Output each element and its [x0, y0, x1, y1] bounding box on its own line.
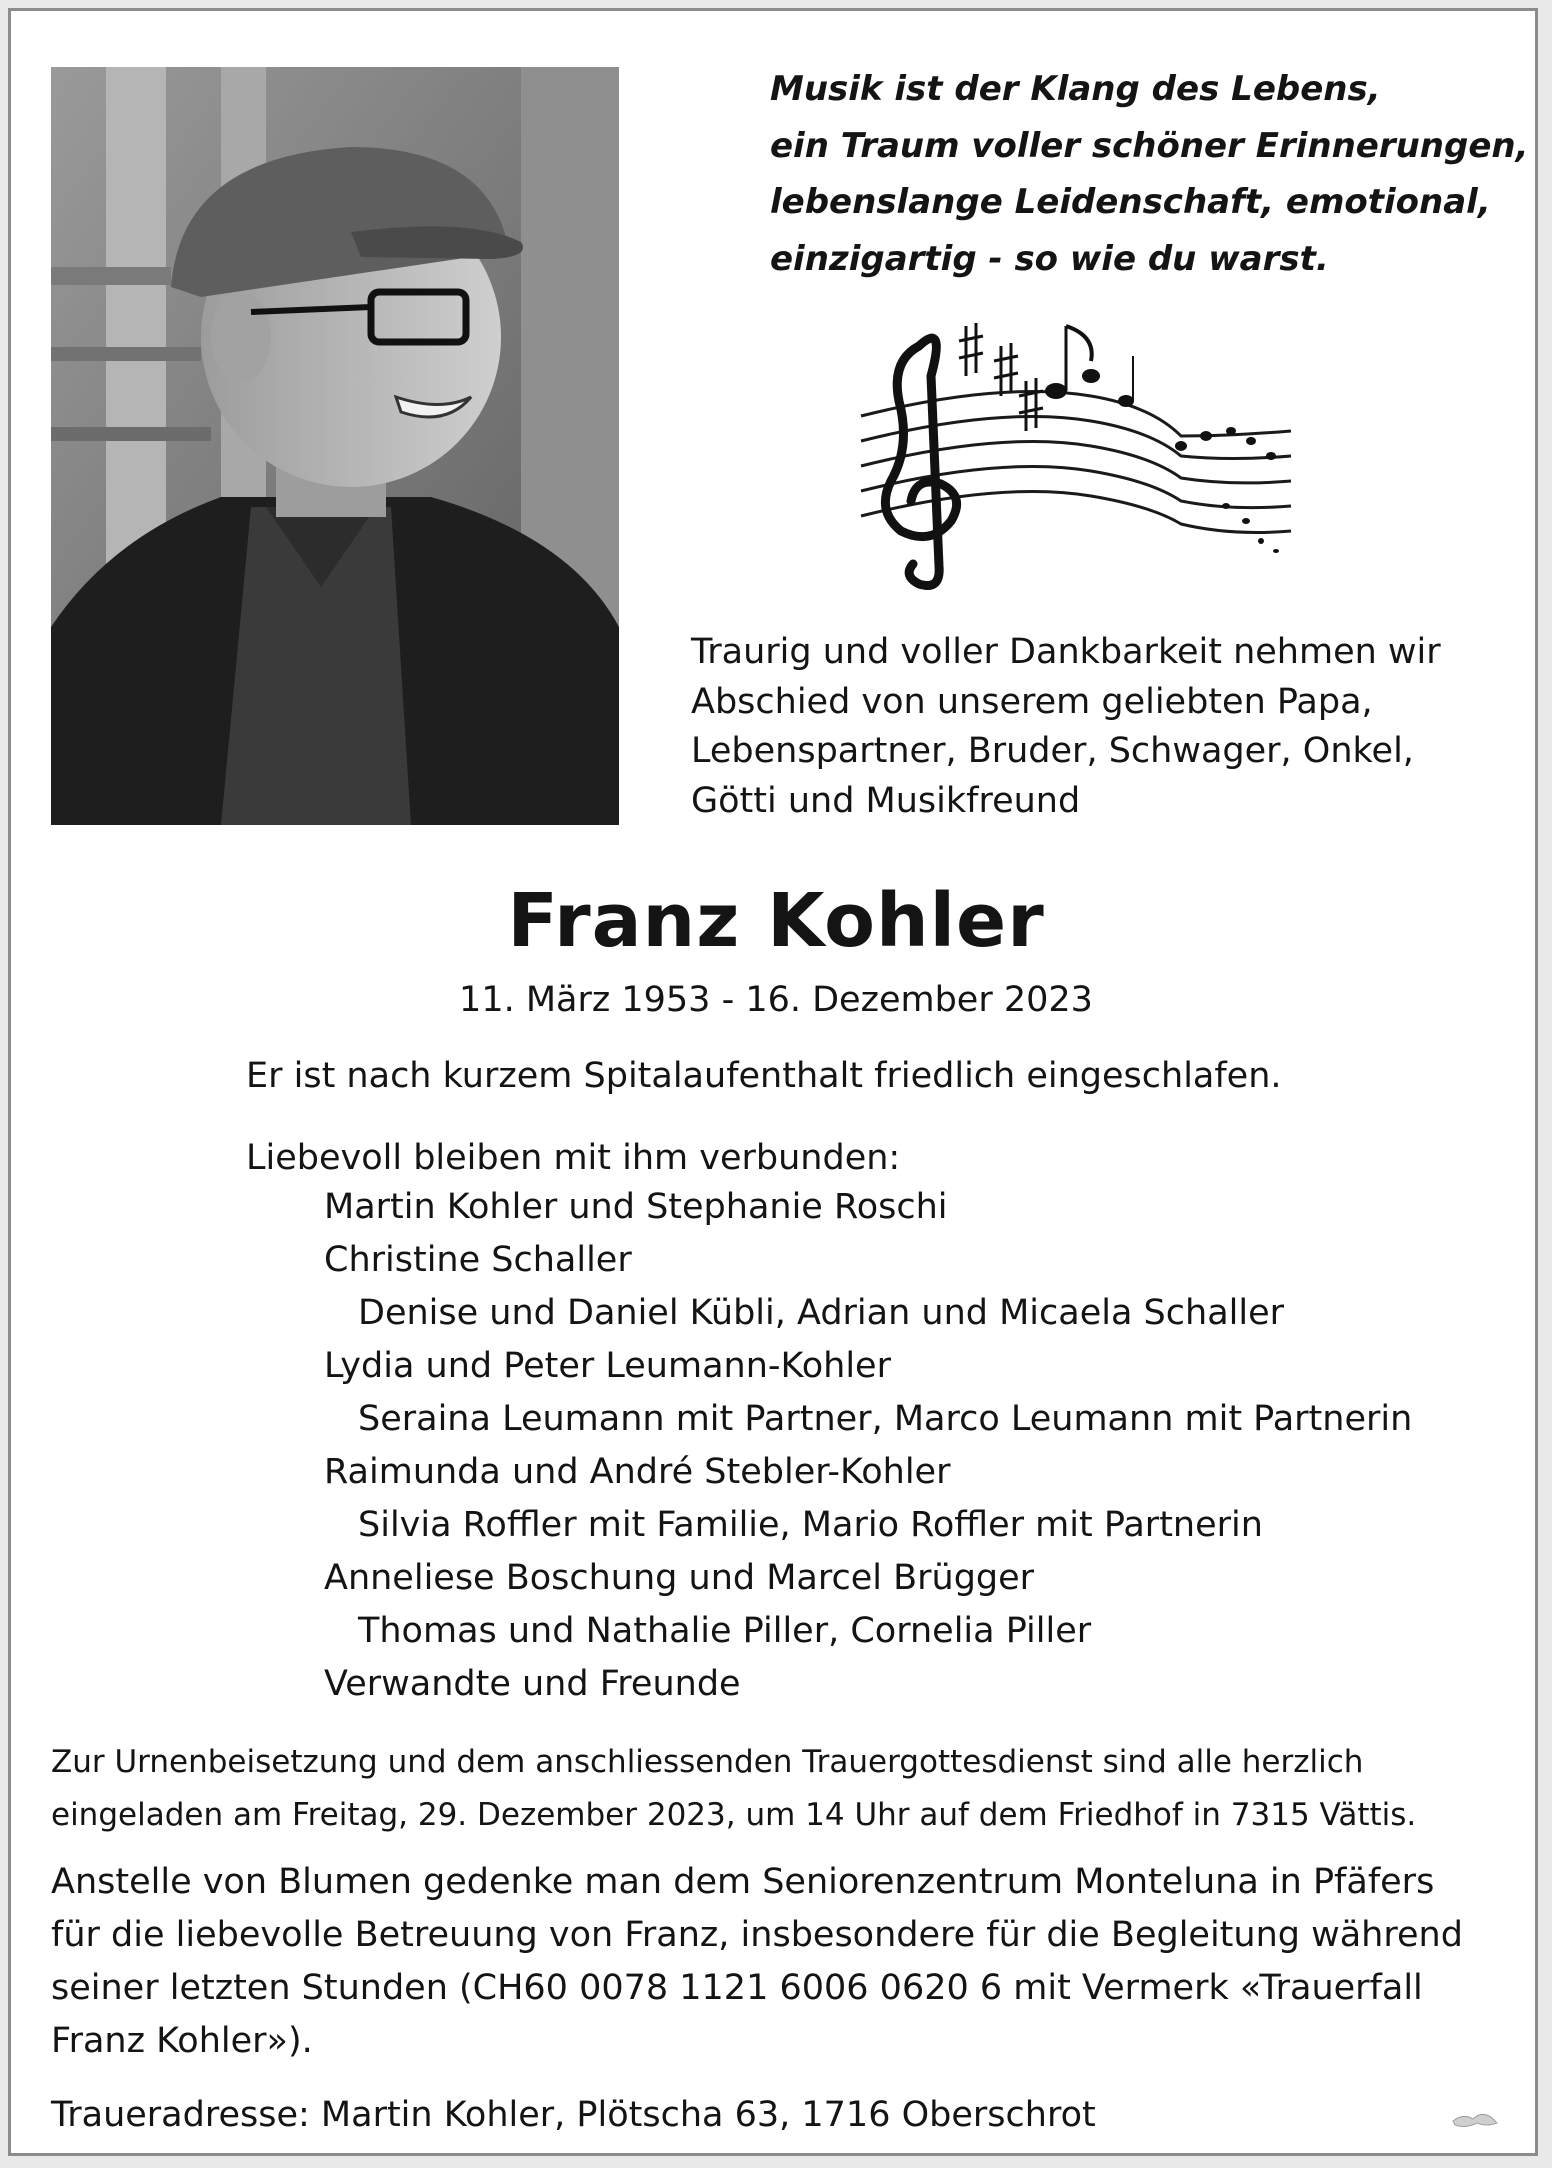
- motto-line: Musik ist der Klang des Lebens,: [770, 69, 1381, 109]
- mourner-entry: Silvia Roffler mit Familie, Mario Roffler mit Partnerin: [358, 1505, 1263, 1545]
- music-graphic: [851, 306, 1311, 591]
- motto-line: ein Traum voller schöner Erinnerungen,: [770, 125, 1529, 166]
- obituary-card: [8, 8, 1538, 2156]
- donation-line: Anstelle von Blumen gedenke man dem Seniorenzentrum Monteluna in Pfäfers: [51, 1862, 1435, 1902]
- mourner-entry: Seraina Leumann mit Partner, Marco Leumann mit Partnerin: [358, 1399, 1413, 1439]
- donation-line: seiner letzten Stunden (CH60 0078 1121 6006 0620 6 mit Vermerk «Trauerfall: [51, 1968, 1423, 2008]
- motto-line: einzigartig - so wie du warst.: [770, 238, 1329, 279]
- mourners-heading: Liebevoll bleiben mit ihm verbunden:: [246, 1138, 901, 1178]
- donation-paragraph: [51, 1856, 1511, 2068]
- mourner-entry: Raimunda und André Stebler-Kohler: [324, 1452, 951, 1492]
- life-dates: 11. März 1953 - 16. Dezember 2023: [459, 980, 1093, 1020]
- donation-line: für die liebevolle Betreuung von Franz, insbesondere für die Begleitung während: [51, 1915, 1463, 1955]
- portrait-photo-icon: [51, 67, 619, 825]
- ceremony-paragraph: [51, 1736, 1511, 1842]
- publisher-stamp-icon: [1451, 2109, 1499, 2131]
- deceased-name: Franz Kohler: [507, 878, 1045, 964]
- ceremony-line: Zur Urnenbeisetzung und dem anschliessenden Trauergottesdienst sind alle herzlich: [51, 1744, 1364, 1780]
- intro-text: [691, 628, 1531, 826]
- passing-note: Er ist nach kurzem Spitalaufenthalt friedlich eingeschlafen.: [246, 1056, 1282, 1096]
- intro-line: Götti und Musikfreund: [691, 780, 1081, 821]
- mourning-address: Traueradresse: Martin Kohler, Plötscha 63, 1716 Oberschrot: [51, 2095, 1096, 2135]
- intro-line: Abschied von unserem geliebten Papa,: [691, 681, 1373, 722]
- mourner-entry: Anneliese Boschung und Marcel Brügger: [324, 1558, 1035, 1598]
- mourner-entry: Thomas und Nathalie Piller, Cornelia Piller: [358, 1611, 1092, 1651]
- donation-line: Franz Kohler»).: [51, 2021, 313, 2061]
- mourner-entry: Christine Schaller: [324, 1240, 632, 1280]
- motto-quote: [770, 61, 1529, 287]
- intro-line: Traurig und voller Dankbarkeit nehmen wir: [691, 632, 1441, 672]
- ceremony-line: eingeladen am Freitag, 29. Dezember 2023, um 14 Uhr auf dem Friedhof in 7315 Vättis.: [51, 1797, 1417, 1833]
- mourner-entry: Lydia und Peter Leumann-Kohler: [324, 1346, 891, 1386]
- mourner-entry: Denise und Daniel Kübli, Adrian und Micaela Schaller: [358, 1293, 1285, 1333]
- mourner-entry: Martin Kohler und Stephanie Roschi: [324, 1187, 948, 1227]
- publisher-stamp: [1451, 2109, 1499, 2131]
- portrait-photo: [51, 67, 619, 825]
- intro-line: Lebenspartner, Bruder, Schwager, Onkel,: [691, 731, 1414, 771]
- treble-clef-music-notes-icon: [851, 306, 1311, 591]
- mourners-list: [246, 1181, 1412, 1711]
- motto-line: lebenslange Leidenschaft, emotional,: [770, 182, 1491, 222]
- mourner-entry: Verwandte und Freunde: [324, 1664, 741, 1704]
